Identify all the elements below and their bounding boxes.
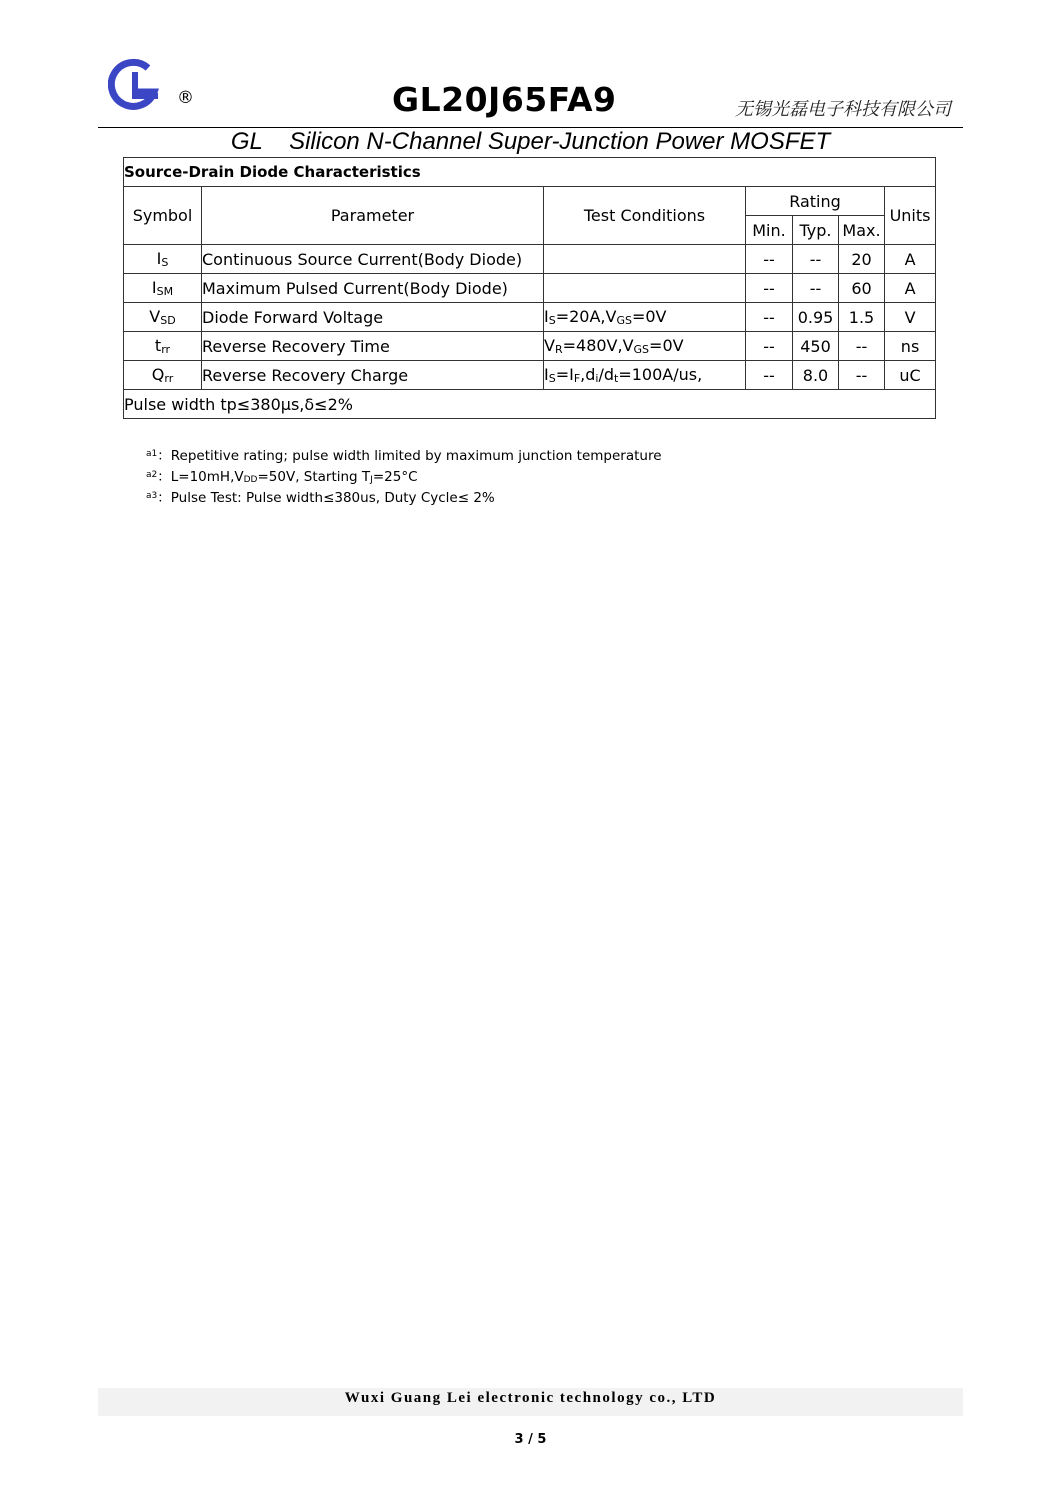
- condition-text: =100A/us,: [618, 365, 703, 384]
- symbol-letter: V: [149, 307, 161, 326]
- symbol-cell: [124, 361, 202, 390]
- condition-subscript: i: [595, 372, 599, 385]
- unit-cell: ns: [885, 332, 936, 361]
- footnote-a1: [146, 444, 662, 464]
- min-value-cell: --: [746, 274, 793, 303]
- symbol-letter: Q: [151, 365, 165, 384]
- footnote-text: =50V, Starting T: [257, 469, 371, 485]
- footnote-a3: [146, 486, 495, 506]
- symbol-cell: [124, 274, 202, 303]
- condition-text: =0V: [631, 307, 667, 326]
- max-value-cell: 1.5: [839, 303, 885, 332]
- unit-cell: V: [885, 303, 936, 332]
- symbol-subscript: SD: [160, 314, 176, 327]
- units-header: Units: [885, 187, 936, 245]
- part-number: GL20J65FA9: [392, 80, 617, 119]
- footnote-mark: a3: [146, 491, 158, 501]
- symbol-subscript: rr: [161, 343, 171, 356]
- footnote-a2: [146, 465, 418, 485]
- typ-value-cell: 0.95: [793, 303, 839, 332]
- test-conditions-header: Test Conditions: [544, 187, 746, 245]
- note-row: [124, 390, 936, 419]
- company-logo: [108, 58, 166, 112]
- condition-subscript: t: [614, 372, 619, 385]
- footnote-text: =25°C: [372, 469, 418, 485]
- table-row: [124, 361, 936, 390]
- footnote-subscript: DD: [243, 475, 258, 485]
- max-value-cell: 20: [839, 245, 885, 274]
- symbol-letter: I: [151, 278, 157, 297]
- min-value-cell: --: [746, 303, 793, 332]
- typ-value-cell: 450: [793, 332, 839, 361]
- parameter-cell: Diode Forward Voltage: [202, 303, 544, 332]
- parameter-cell: Continuous Source Current(Body Diode): [202, 245, 544, 274]
- condition-text: =I: [555, 365, 574, 384]
- unit-cell: A: [885, 274, 936, 303]
- header-row: [124, 187, 936, 216]
- page-number: 3 / 5: [514, 1432, 547, 1447]
- condition-text: =480V,V: [562, 336, 634, 355]
- parameter-header: Parameter: [202, 187, 544, 245]
- test-condition-cell: [544, 303, 746, 332]
- rating-header: Rating: [746, 187, 885, 216]
- test-condition-cell: [544, 274, 746, 303]
- table-title-row: [124, 158, 936, 187]
- condition-subscript: GS: [616, 314, 632, 327]
- condition-text: ,d: [580, 365, 596, 384]
- footnote-subscript: J: [370, 475, 373, 485]
- parameter-cell: Reverse Recovery Time: [202, 332, 544, 361]
- table-row: [124, 245, 936, 274]
- footnote-text: ：L=10mH,V: [157, 469, 244, 485]
- pulse-note: Pulse width tp≤380μs,δ≤2%: [124, 390, 936, 419]
- test-condition-cell: [544, 361, 746, 390]
- table-row: [124, 332, 936, 361]
- symbol-cell: [124, 332, 202, 361]
- condition-text: I: [544, 307, 549, 326]
- table-row: [124, 303, 936, 332]
- max-value-cell: --: [839, 332, 885, 361]
- condition-text: /d: [598, 365, 615, 384]
- condition-subscript: F: [573, 372, 581, 385]
- footnote-mark: a1: [146, 449, 158, 459]
- unit-cell: A: [885, 245, 936, 274]
- min-header: Min.: [746, 216, 793, 245]
- symbol-subscript: SM: [156, 285, 174, 298]
- document-subtitle: GL Silicon N-Channel Super-Junction Power MOSFET: [230, 128, 831, 155]
- parameter-cell: Reverse Recovery Charge: [202, 361, 544, 390]
- symbol-subscript: S: [161, 256, 169, 269]
- condition-text: I: [544, 365, 549, 384]
- condition-subscript: S: [548, 372, 556, 385]
- footer-company-name: Wuxi Guang Lei electronic technology co., LTD: [344, 1390, 717, 1406]
- typ-header: Typ.: [793, 216, 839, 245]
- footnote-text: ：Pulse Test: Pulse width≤380us, Duty Cycle≤ 2%: [157, 490, 495, 506]
- condition-subscript: GS: [633, 343, 650, 356]
- symbol-letter: t: [154, 336, 162, 355]
- typ-value-cell: --: [793, 274, 839, 303]
- diode-characteristics-table: [123, 157, 936, 419]
- condition-text: =20A,V: [555, 307, 617, 326]
- symbol-letter: I: [156, 249, 162, 268]
- max-value-cell: 60: [839, 274, 885, 303]
- test-condition-cell: [544, 332, 746, 361]
- max-value-cell: --: [839, 361, 885, 390]
- min-value-cell: --: [746, 332, 793, 361]
- condition-subscript: S: [548, 314, 556, 327]
- min-value-cell: --: [746, 245, 793, 274]
- max-header: Max.: [839, 216, 885, 245]
- typ-value-cell: 8.0: [793, 361, 839, 390]
- footnote-text: ：Repetitive rating; pulse width limited by maximum junction temperature: [157, 448, 662, 464]
- test-condition-cell: [544, 245, 746, 274]
- table-row: [124, 274, 936, 303]
- symbol-header: Symbol: [124, 187, 202, 245]
- symbol-cell: [124, 303, 202, 332]
- symbol-cell: [124, 245, 202, 274]
- typ-value-cell: --: [793, 245, 839, 274]
- section-title: Source-Drain Diode Characteristics: [124, 158, 936, 187]
- footnote-mark: a2: [146, 470, 158, 480]
- condition-text: =0V: [649, 336, 684, 355]
- unit-cell: uC: [885, 361, 936, 390]
- company-name-chinese: 无锡光磊电子科技有限公司: [735, 99, 951, 120]
- parameter-cell: Maximum Pulsed Current(Body Diode): [202, 274, 544, 303]
- registered-mark: ®: [177, 88, 194, 108]
- symbol-subscript: rr: [164, 372, 174, 385]
- min-value-cell: --: [746, 361, 793, 390]
- condition-text: V: [544, 336, 555, 355]
- condition-subscript: R: [554, 343, 563, 356]
